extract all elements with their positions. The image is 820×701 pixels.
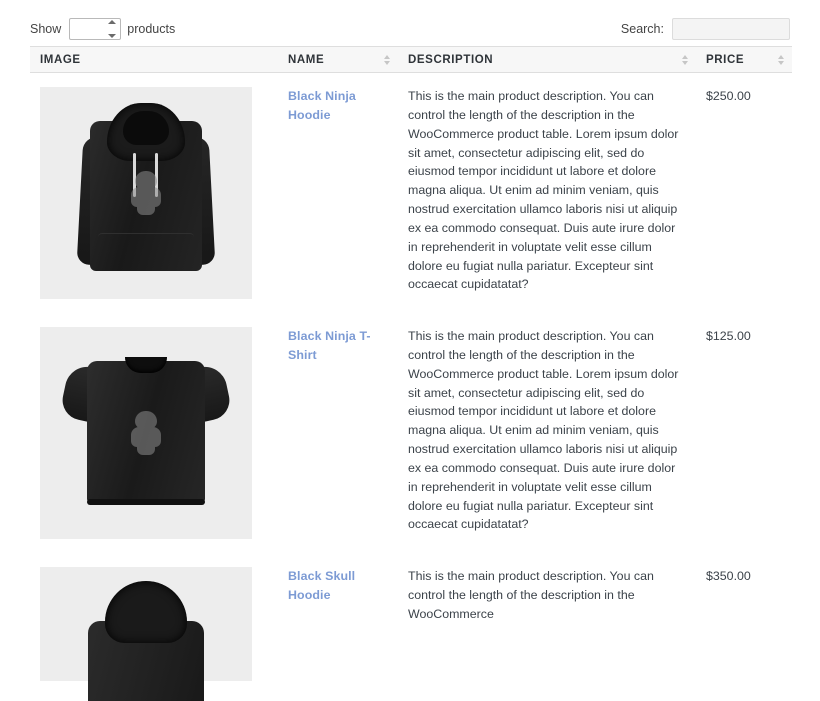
column-header-image-label: IMAGE bbox=[40, 53, 81, 66]
sort-arrows-icon[interactable] bbox=[682, 55, 688, 65]
product-description-cell: This is the main product description. You can control the length of the description in the WooCommerce product table. Lorem ipsum dolor sit amet, consectetur adipiscing elit, sed do eiusmod tempor incididunt ut labore et dolore magna aliqua. Ut enim ad minim veniam, quis nostrud exercitation ullamco laboris nisi ut aliquip ex ea commodo consequat. Duis aute irure dolor in reprehenderit in voluptate velit esse cillum dolore eu fugiat nulla pariatur. Excepteur sint occaecat cupidatatat? bbox=[408, 89, 679, 292]
column-header-price-label: PRICE bbox=[706, 53, 745, 66]
show-label: Show bbox=[30, 22, 62, 36]
table-header-row bbox=[30, 47, 792, 73]
search-input[interactable] bbox=[672, 18, 790, 40]
table-length-control bbox=[30, 18, 175, 40]
product-thumbnail[interactable] bbox=[40, 327, 252, 539]
column-header-name[interactable] bbox=[278, 47, 398, 73]
product-thumbnail[interactable] bbox=[40, 87, 252, 299]
product-price-cell: $350.00 bbox=[706, 569, 751, 583]
hoodie-illustration bbox=[40, 567, 252, 681]
product-name-cell bbox=[278, 313, 398, 553]
table-row bbox=[30, 73, 792, 314]
column-header-description[interactable] bbox=[398, 47, 696, 73]
hoodie-illustration bbox=[40, 87, 252, 299]
table-controls bbox=[30, 0, 790, 46]
product-image-cell[interactable] bbox=[30, 553, 278, 695]
product-table bbox=[30, 46, 792, 695]
table-head bbox=[30, 47, 792, 73]
table-search-control bbox=[621, 18, 790, 40]
sort-arrows-icon[interactable] bbox=[778, 55, 784, 65]
product-price-cell: $125.00 bbox=[706, 329, 751, 343]
products-label: products bbox=[127, 22, 176, 36]
product-image-cell[interactable] bbox=[30, 73, 278, 314]
product-thumbnail[interactable] bbox=[40, 567, 252, 681]
column-header-image[interactable] bbox=[30, 47, 278, 73]
product-description-cell: This is the main product description. You can control the length of the description in the WooCommerce product table. Lorem ipsum dolor sit amet, consectetur adipiscing elit, sed do eiusmod tempor incididunt ut labore et dolore magna aliqua. Ut enim ad minim veniam, quis nostrud exercitation ullamco laboris nisi ut aliquip ex ea commodo consequat. Duis aute irure dolor in reprehenderit in voluptate velit esse cillum dolore eu fugiat nulla pariatur. Excepteur sint occaecat cupidatatat? bbox=[408, 329, 679, 532]
product-name-link[interactable]: Black Ninja T-Shirt bbox=[288, 329, 371, 362]
product-name-cell bbox=[278, 553, 398, 695]
product-name-cell bbox=[278, 73, 398, 314]
tshirt-illustration bbox=[40, 327, 252, 539]
product-image-cell[interactable] bbox=[30, 313, 278, 553]
table-length-select[interactable] bbox=[69, 18, 121, 40]
product-name-link[interactable]: Black Ninja Hoodie bbox=[288, 89, 356, 122]
column-header-description-label: DESCRIPTION bbox=[408, 53, 494, 66]
table-row bbox=[30, 313, 792, 553]
product-name-link[interactable]: Black Skull Hoodie bbox=[288, 569, 356, 602]
product-price-cell: $250.00 bbox=[706, 89, 751, 103]
table-body bbox=[30, 73, 792, 696]
table-row bbox=[30, 553, 792, 695]
length-select-wrapper[interactable] bbox=[69, 18, 121, 40]
search-label: Search: bbox=[620, 22, 664, 36]
sort-arrows-icon[interactable] bbox=[384, 55, 390, 65]
product-description-cell: This is the main product description. You can control the length of the description in the WooCommerce bbox=[408, 569, 654, 621]
column-header-price[interactable] bbox=[696, 47, 792, 73]
column-header-name-label: NAME bbox=[288, 53, 325, 66]
